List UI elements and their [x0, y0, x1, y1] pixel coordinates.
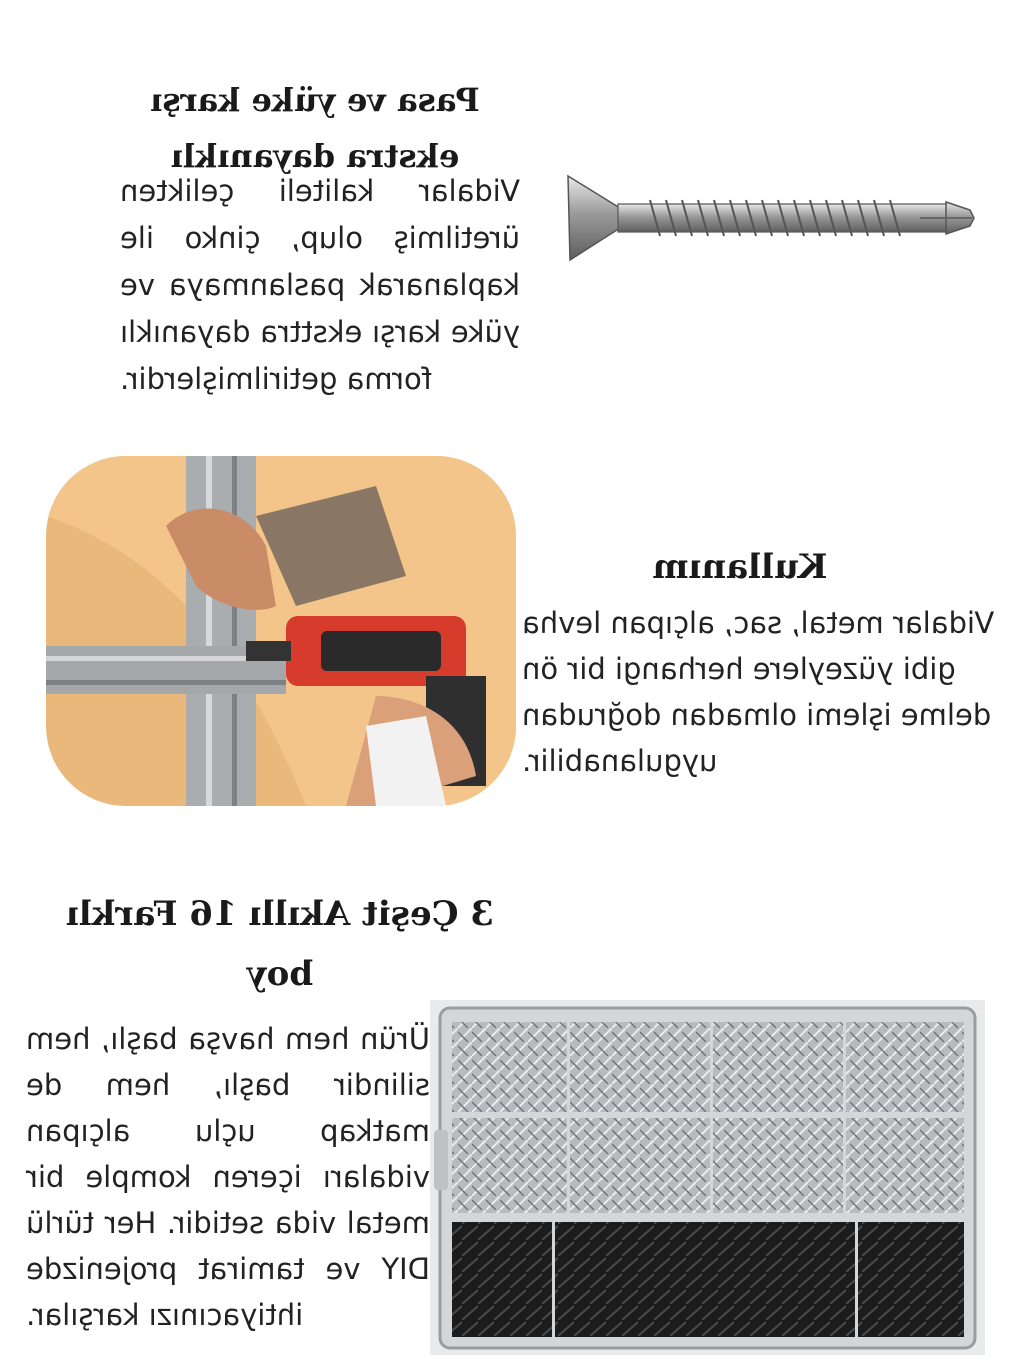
section1-title: Pasa ve yüke karşı ekstra dayanıklı — [150, 81, 480, 175]
section1-body: Vidalar kaliteli çelikten üretilmiş olup, çinko ile kaplanarak paslanmaya ve yüke karşı eksttra dayanıklı forma getirilmişlerdir. — [120, 174, 520, 396]
screw-image — [560, 170, 980, 270]
drilling-photo — [46, 456, 516, 806]
section2-title: Kullanım — [652, 547, 828, 587]
section3-body: Ürün hem havşa başlı, hem silindir başlı, hem de matkap uçlu alçıpan vidaları içeren komple bir metal vida setidir. Her türlü DIY ve tamirat projenizde ihtiyacınızı karşılar. — [26, 1022, 430, 1332]
section3-title: 3 Çeşit Akıllı 16 Farklı boy — [66, 894, 494, 994]
section2-body: Vidalar metal, sac, alçıpan levha gibi yüzeylere herhangi bir ön delme işlemi olmadan doğrudan uygulanabilir. — [522, 606, 995, 778]
screw-assortment-box-image — [430, 1000, 985, 1355]
